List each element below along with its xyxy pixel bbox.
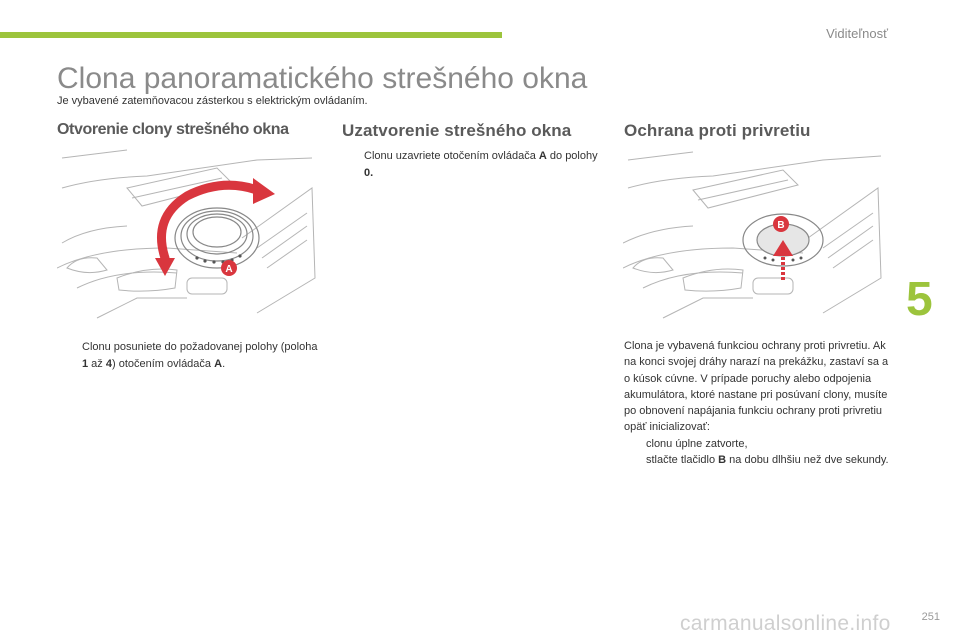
anti-pinch-text (624, 338, 889, 468)
bullet-close-shade: Clonu uzavriete otočením ovládača A do polohy 0. (342, 148, 602, 182)
section-label: Viditeľnosť (826, 26, 888, 41)
callout-label-a: A (225, 264, 233, 275)
bullet-arrow-icon (624, 452, 646, 468)
bullet-arrow-icon (624, 436, 646, 452)
callout-label-b: B (777, 220, 785, 231)
bullet-arrow-icon (60, 339, 82, 373)
page-title: Clona panoramatického strešného okna (57, 62, 588, 95)
heading-open-shade: Otvorenie clony strešného okna (57, 121, 289, 138)
rotary-control-illustration (57, 148, 319, 324)
intro-text: Je vybavené zatemňovacou zásterkou s elektrickým ovládaním. (57, 95, 368, 107)
chapter-number: 5 (906, 273, 933, 326)
bullet-open-shade: Clonu posuniete do požadovanej polohy (poloha 1 až 4) otočením ovládača A. (60, 339, 320, 373)
heading-anti-pinch: Ochrana proti privretiu (624, 121, 811, 140)
column-open-shade (57, 121, 322, 139)
watermark: carmanualsonline.info (680, 612, 891, 635)
anti-pinch-paragraph: Clona je vybavená funkciou ochrany proti privretiu. Ak na konci svojej dráhy narazí na prekážku, zastaví sa a o kúsok cúvne. V prípade poruchy alebo odpojenia akumulátora, ktoré nastane pri posúvaní clony, musíte po obnovení napájania funkciu ochrany proti privretiu opäť inicializovať: (624, 340, 889, 434)
column-anti-pinch (624, 121, 889, 141)
anti-pinch-step-1: clonu úplne zatvorte, (624, 436, 889, 452)
anti-pinch-button-illustration (623, 148, 885, 324)
header-accent-bar (0, 32, 502, 38)
bullet-arrow-icon (342, 148, 364, 182)
column-close-shade (342, 121, 607, 141)
heading-close-shade: Uzatvorenie strešného okna (342, 121, 572, 140)
anti-pinch-step-2: stlačte tlačidlo B na dobu dlhšiu než dve sekundy. (624, 452, 889, 468)
page-number: 251 (921, 611, 940, 623)
